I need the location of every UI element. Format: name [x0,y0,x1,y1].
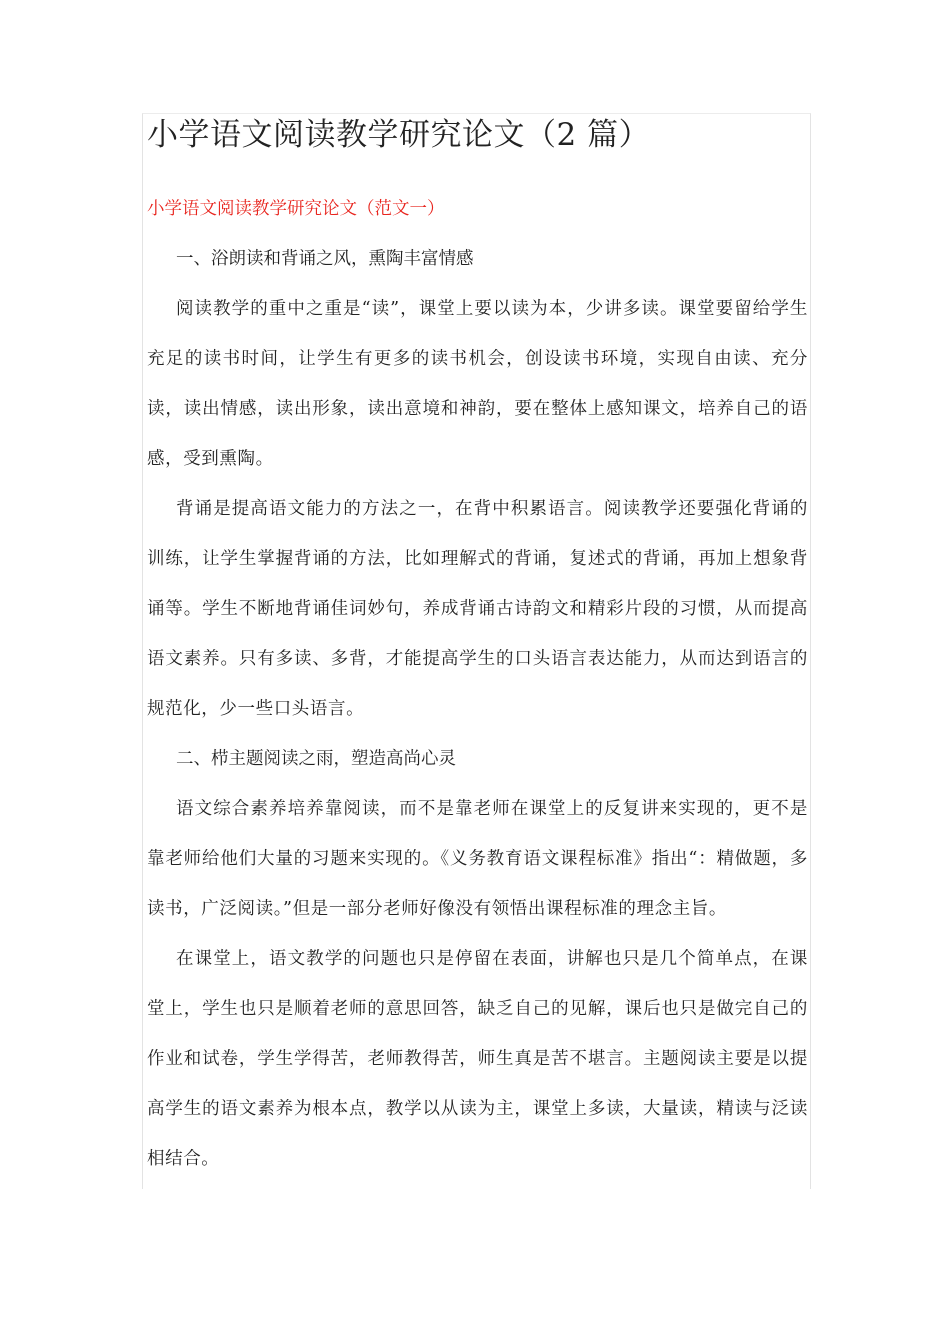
section-heading-2: 二、栉主题阅读之雨，塑造高尚心灵 [176,749,456,769]
paragraph-1: 阅读教学的重中之重是“读”，课堂上要以读为本，少讲多读。课堂要留给学生充足的读书时间，让学生有更多的读书机会，创设读书环境，实现自由读、充分读，读出情感，读出形象，读出意境和神韵，要在整体上感知课文，培养自己的语感，受到熏陶。 [147,299,808,469]
paragraph-3: 语文综合素养培养靠阅读，而不是靠老师在课堂上的反复讲来实现的，更不是靠老师给他们大量的习题来实现的。《义务教育语文课程标准》指出“：精做题，多读书，广泛阅读。”但是一部分老师好像没有领悟出课程标准的理念主旨。 [147,799,808,919]
document-title: 小学语文阅读教学研究论文（2 篇） [147,117,651,153]
paragraph-4: 在课堂上，语文教学的问题也只是停留在表面，讲解也只是几个简单点，在课堂上，学生也只是顺着老师的意思回答，缺乏自己的见解，课后也只是做完自己的作业和试卷，学生学得苦，老师教得苦，师生真是苦不堪言。主题阅读主要是以提高学生的语文素养为根本点，教学以从读为主，课堂上多读，大量读，精读与泛读相结合。 [147,949,808,1169]
section-heading-1: 一、浴朗读和背诵之风，熏陶丰富情感 [176,249,474,269]
paragraph-2: 背诵是提高语文能力的方法之一，在背中积累语言。阅读教学还要强化背诵的训练，让学生掌握背诵的方法，比如理解式的背诵，复述式的背诵，再加上想象背诵等。学生不断地背诵佳词妙句，养成背诵古诗韵文和精彩片段的习惯，从而提高语文素养。只有多读、多背，才能提高学生的口头语言表达能力，从而达到语言的规范化，少一些口头语言。 [147,499,808,719]
essay-subtitle: 小学语文阅读教学研究论文（范文一） [147,199,445,219]
document-body [147,112,808,1184]
